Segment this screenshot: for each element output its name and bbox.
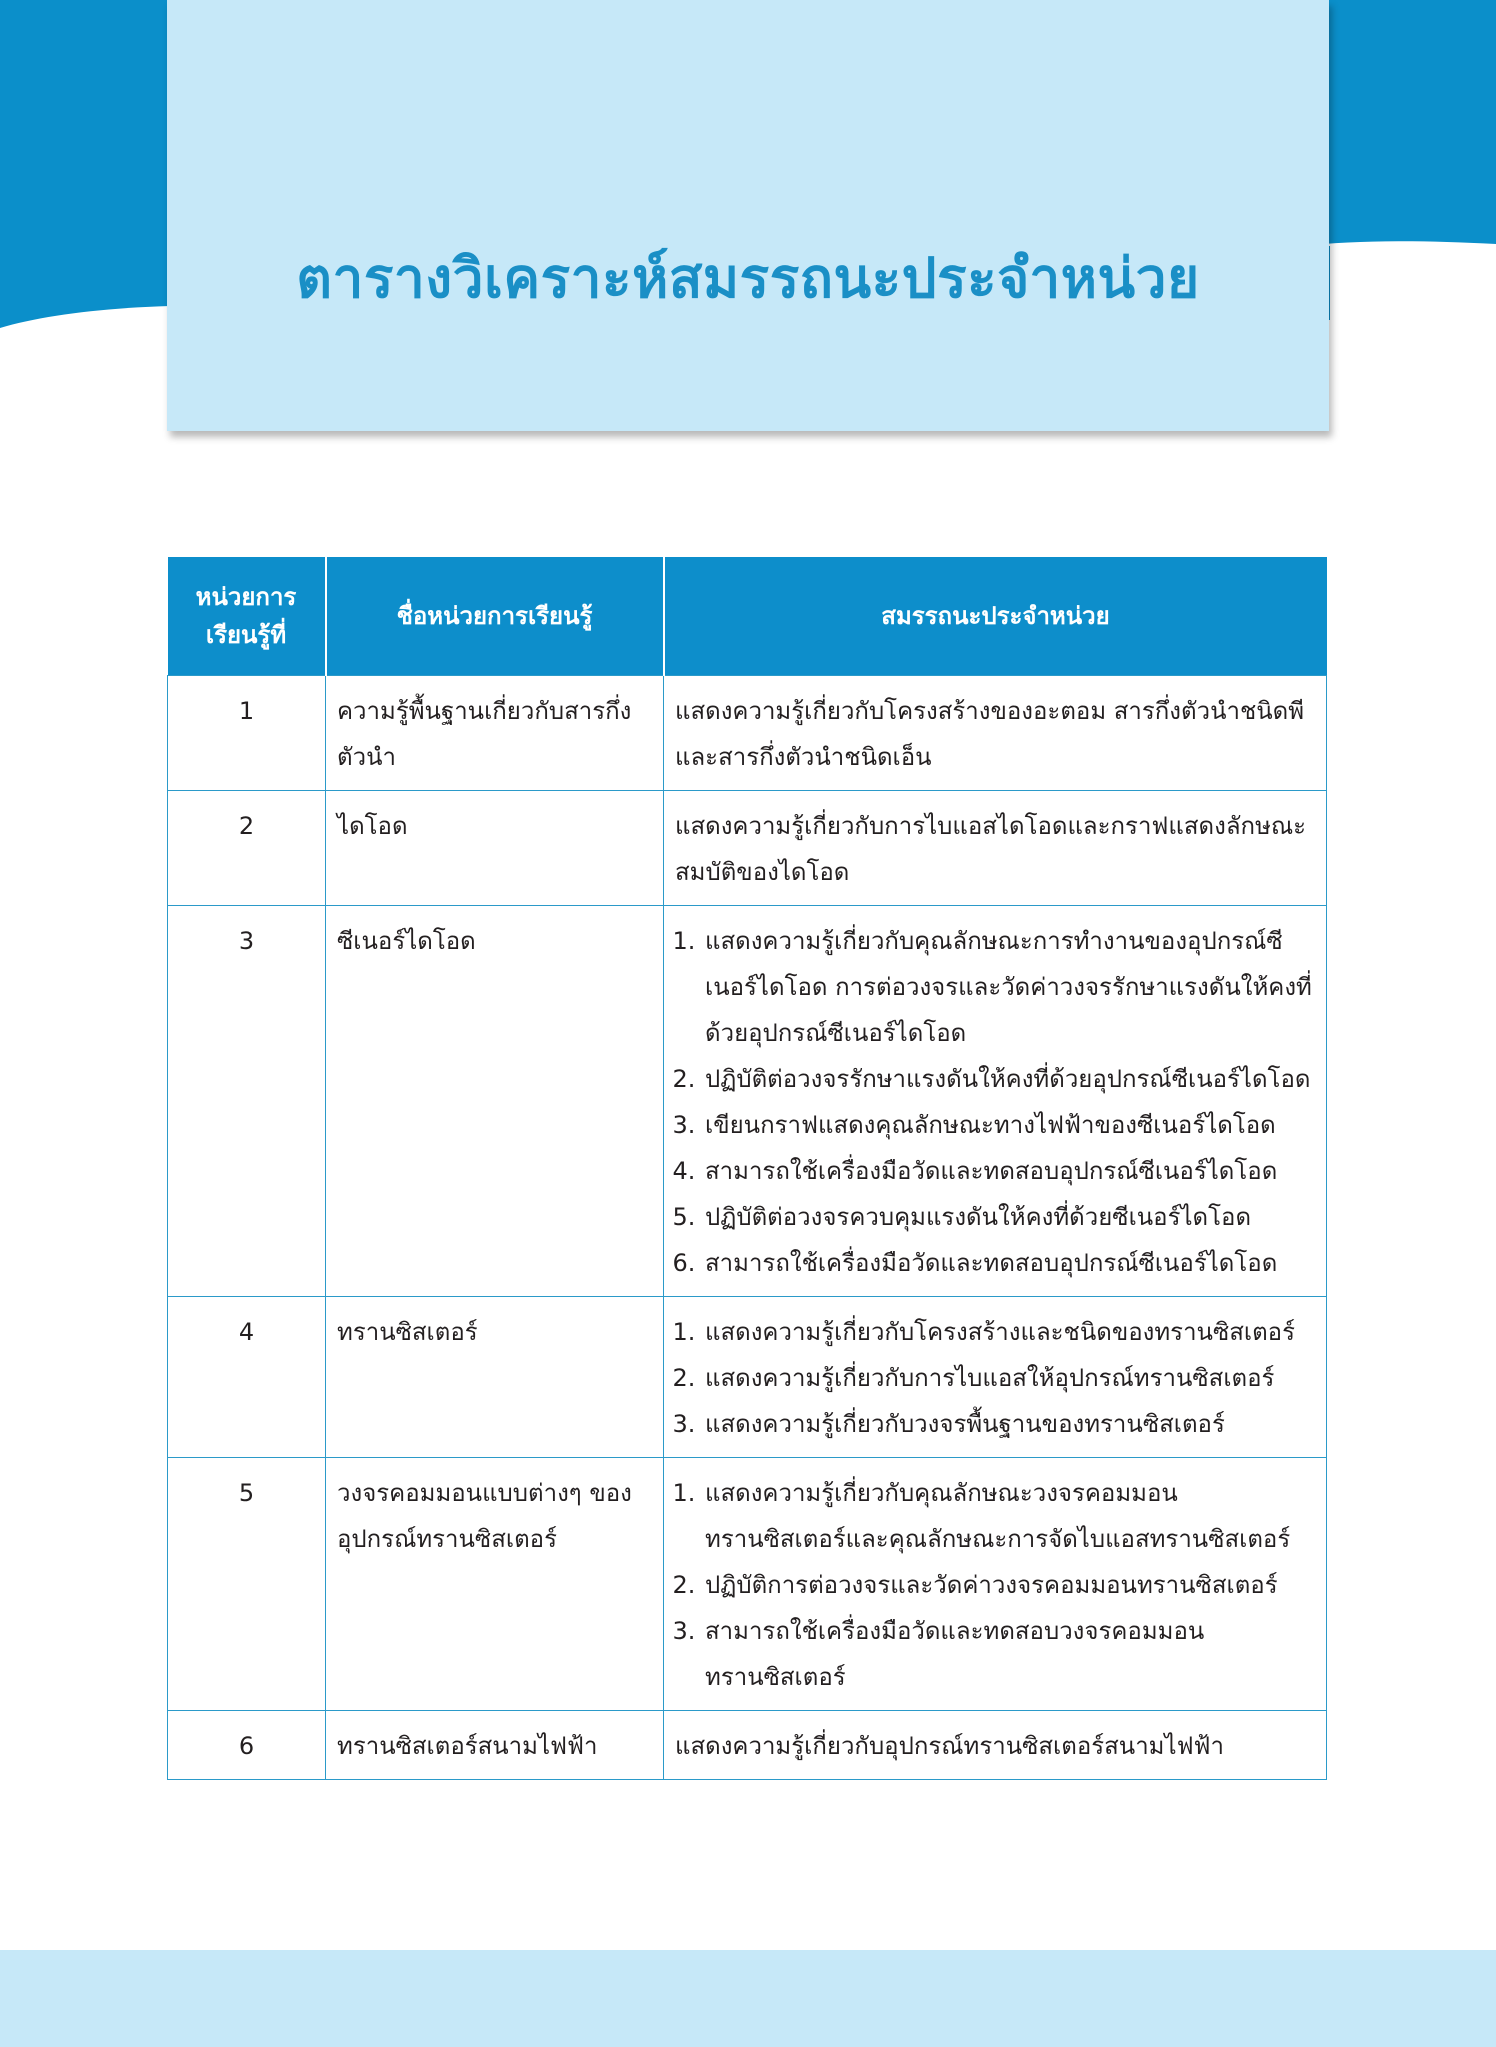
competency-item: 5. ปฏิบัติต่อวงจรควบคุมแรงดันให้คงที่ด้วยซีเนอร์ไดโอด xyxy=(703,1194,1315,1240)
table-row xyxy=(168,791,1327,906)
competency-list xyxy=(675,1309,1315,1447)
unit-name: ไดโอด xyxy=(326,791,664,906)
competency-item: 1. แสดงความรู้เกี่ยวกับคุณลักษณะการทำงานของอุปกรณ์ซีเนอร์ไดโอด การต่อวงจรและวัดค่าวงจรรักษาแรงดันให้คงที่ด้วยอุปกรณ์ซีเนอร์ไดโอด xyxy=(703,918,1315,1056)
unit-name: ทรานซิสเตอร์สนามไฟฟ้า xyxy=(326,1711,664,1780)
competency-item: 2. ปฏิบัติต่อวงจรรักษาแรงดันให้คงที่ด้วยอุปกรณ์ซีเนอร์ไดโอด xyxy=(703,1056,1315,1102)
competency-table xyxy=(167,557,1327,1780)
competency-list xyxy=(675,918,1315,1286)
unit-name: วงจรคอมมอนแบบต่างๆ ของอุปกรณ์ทรานซิสเตอร์ xyxy=(326,1458,664,1711)
competency-item: 6. สามารถใช้เครื่องมือวัดและทดสอบอุปกรณ์ซีเนอร์ไดโอด xyxy=(703,1240,1315,1286)
competency-item: 2. แสดงความรู้เกี่ยวกับการไบแอสให้อุปกรณ์ทรานซิสเตอร์ xyxy=(703,1355,1315,1401)
title-card xyxy=(167,0,1329,431)
unit-name: ทรานซิสเตอร์ xyxy=(326,1297,664,1458)
competency-item: 1. แสดงความรู้เกี่ยวกับคุณลักษณะวงจรคอมมอนทรานซิสเตอร์และคุณลักษณะการจัดไบแอสทรานซิสเตอร์ xyxy=(703,1470,1315,1562)
unit-number: 1 xyxy=(168,676,326,791)
page-title: ตารางวิเคราะห์สมรรถนะประจำหน่วย xyxy=(296,246,1200,310)
unit-number: 5 xyxy=(168,1458,326,1711)
competency-item: 3. เขียนกราฟแสดงคุณลักษณะทางไฟฟ้าของซีเนอร์ไดโอด xyxy=(703,1102,1315,1148)
competency-item: 1. แสดงความรู้เกี่ยวกับโครงสร้างและชนิดของทรานซิสเตอร์ xyxy=(703,1309,1315,1355)
unit-competency: แสดงความรู้เกี่ยวกับการไบแอสไดโอดและกราฟแสดงลักษณะสมบัติของไดโอด xyxy=(664,791,1327,906)
competency-list xyxy=(675,1470,1315,1700)
unit-competency: แสดงความรู้เกี่ยวกับอุปกรณ์ทรานซิสเตอร์สนามไฟฟ้า xyxy=(664,1711,1327,1780)
competency-item: 4. สามารถใช้เครื่องมือวัดและทดสอบอุปกรณ์ซีเนอร์ไดโอด xyxy=(703,1148,1315,1194)
table-row xyxy=(168,1458,1327,1711)
unit-number: 6 xyxy=(168,1711,326,1780)
competency-item: 3. แสดงความรู้เกี่ยวกับวงจรพื้นฐานของทรานซิสเตอร์ xyxy=(703,1401,1315,1447)
header-competency: สมรรถนะประจำหน่วย xyxy=(664,557,1327,676)
unit-number: 2 xyxy=(168,791,326,906)
unit-competency xyxy=(664,906,1327,1297)
header-unit-name: ชื่อหน่วยการเรียนรู้ xyxy=(326,557,664,676)
table-body xyxy=(168,676,1327,1780)
unit-number: 3 xyxy=(168,906,326,1297)
unit-name: ความรู้พื้นฐานเกี่ยวกับสารกึ่งตัวนำ xyxy=(326,676,664,791)
unit-name: ซีเนอร์ไดโอด xyxy=(326,906,664,1297)
unit-competency: แสดงความรู้เกี่ยวกับโครงสร้างของอะตอม สารกึ่งตัวนำชนิดพีและสารกึ่งตัวนำชนิดเอ็น xyxy=(664,676,1327,791)
table-row xyxy=(168,1297,1327,1458)
unit-number: 4 xyxy=(168,1297,326,1458)
unit-competency xyxy=(664,1297,1327,1458)
competency-item: 3. สามารถใช้เครื่องมือวัดและทดสอบวงจรคอมมอนทรานซิสเตอร์ xyxy=(703,1608,1315,1700)
table-row xyxy=(168,1711,1327,1780)
unit-competency xyxy=(664,1458,1327,1711)
bottom-band xyxy=(0,1950,1496,2047)
competency-item: 2. ปฏิบัติการต่อวงจรและวัดค่าวงจรคอมมอนทรานซิสเตอร์ xyxy=(703,1562,1315,1608)
table-header xyxy=(168,557,1327,676)
header-unit-number: หน่วยการเรียนรู้ที่ xyxy=(168,557,326,676)
table-row xyxy=(168,676,1327,791)
table-row xyxy=(168,906,1327,1297)
